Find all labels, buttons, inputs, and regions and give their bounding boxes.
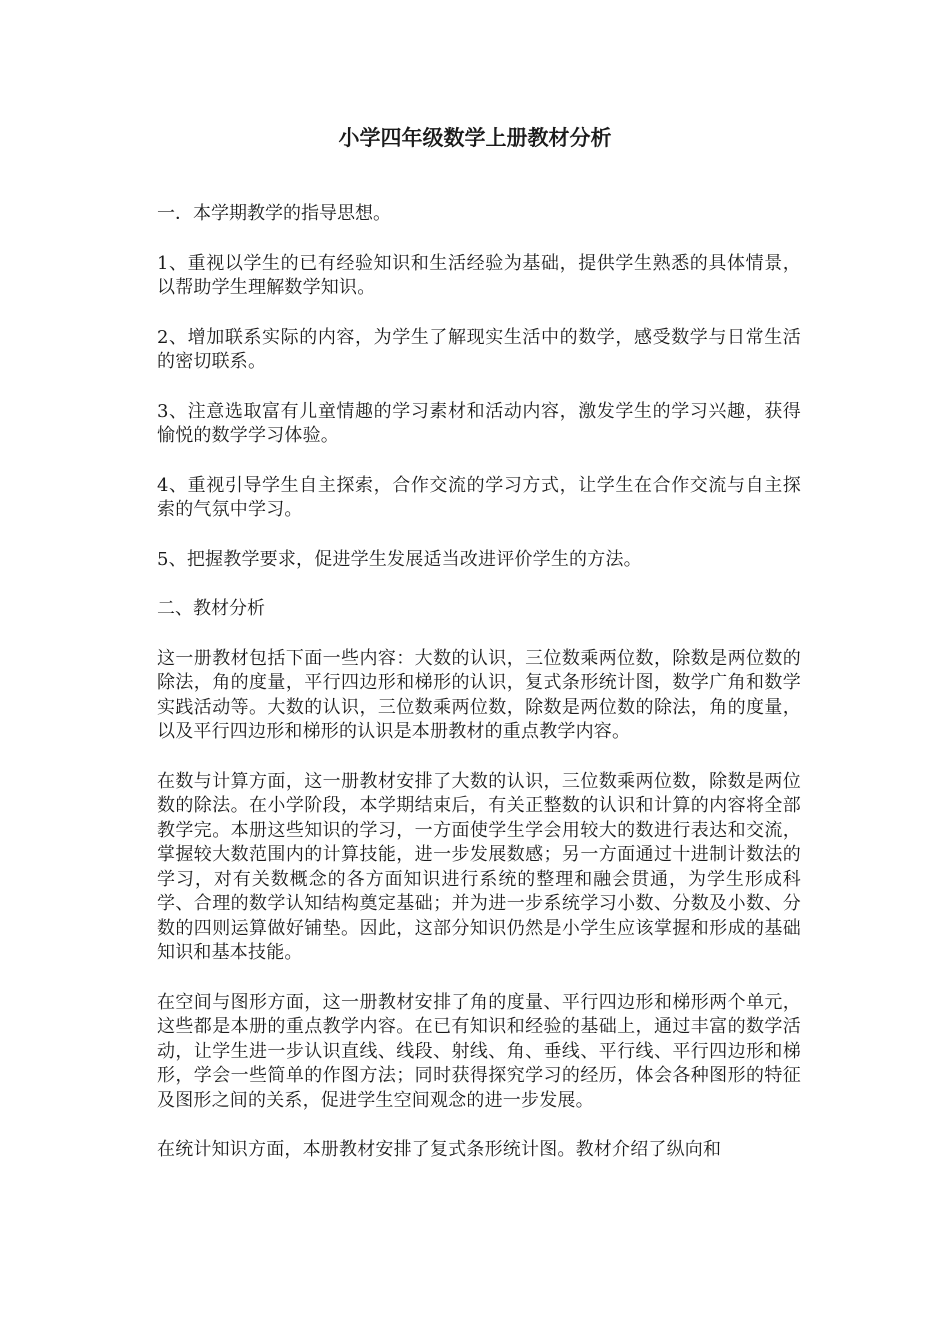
list-item: 1、重视以学生的已有经验知识和生活经验为基础，提供学生熟悉的具体情景，以帮助学生理解数学知识。 (157, 252, 801, 298)
list-item: 2、增加联系实际的内容，为学生了解现实生活中的数学，感受数学与日常生活的密切联系。 (157, 326, 801, 372)
paragraph: 在数与计算方面，这一册教材安排了大数的认识，三位数乘两位数，除数是两位数的除法。在小学阶段，本学期结束后，有关正整数的认识和计算的内容将全部教学完。本册这些知识的学习，一方面使学生学会用较大的数进行表达和交流，掌握较大数范围内的计算技能，进一步发展数感；另一方面通过十进制计数法的学习，对有关数概念的各方面知识进行系统的整理和融会贯通，为学生形成科学、合理的数学认知结构奠定基础；并为进一步系统学习小数、分数及小数、分数的四则运算做好铺垫。因此，这部分知识仍然是小学生应该掌握和形成的基础知识和基本技能。 (157, 770, 801, 963)
list-item: 4、重视引导学生自主探索，合作交流的学习方式，让学生在合作交流与自主探索的气氛中学习。 (157, 474, 801, 520)
list-item: 3、注意选取富有儿童情趣的学习素材和活动内容，激发学生的学习兴趣，获得愉悦的数学学习体验。 (157, 400, 801, 446)
document-title: 小学四年级数学上册教材分析 (338, 125, 612, 150)
paragraph: 在空间与图形方面，这一册教材安排了角的度量、平行四边形和梯形两个单元，这些都是本册的重点教学内容。在已有知识和经验的基础上，通过丰富的数学活动，让学生进一步认识直线、线段、射线、角、垂线、平行线、平行四边形和梯形，学会一些简单的作图方法；同时获得探究学习的经历，体会各种图形的特征及图形之间的关系，促进学生空间观念的进一步发展。 (157, 991, 801, 1111)
paragraph: 这一册教材包括下面一些内容：大数的认识，三位数乘两位数，除数是两位数的除法，角的度量，平行四边形和梯形的认识，复式条形统计图，数学广角和数学实践活动等。大数的认识，三位数乘两位数，除数是两位数的除法，角的度量，以及平行四边形和梯形的认识是本册教材的重点教学内容。 (157, 647, 801, 742)
paragraph: 在统计知识方面，本册教材安排了复式条形统计图。教材介绍了纵向和 (157, 1139, 722, 1160)
section-heading-guiding-ideas: 一．本学期教学的指导思想。 (157, 203, 391, 224)
list-item: 5、把握教学要求，促进学生发展适当改进评价学生的方法。 (157, 548, 642, 570)
document-body (157, 202, 801, 1188)
section-heading-textbook-analysis: 二、教材分析 (157, 598, 265, 619)
